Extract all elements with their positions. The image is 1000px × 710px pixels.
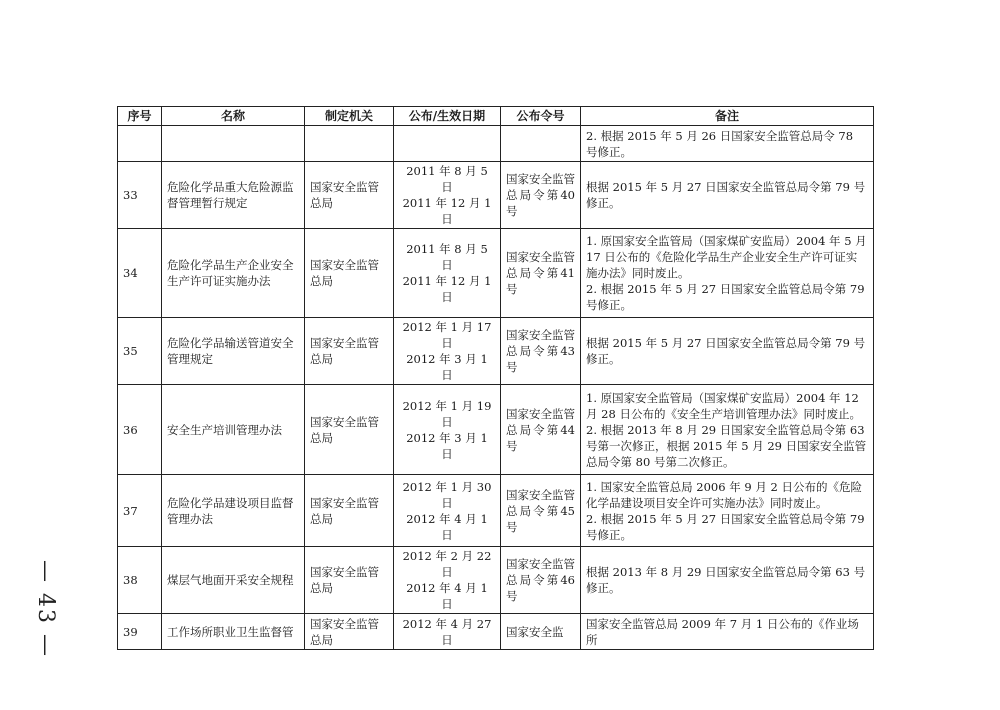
cell-name: 工作场所职业卫生监督管 [162, 614, 305, 650]
cell-name: 危险化学品建设项目监督管理办法 [162, 475, 305, 547]
cell-name: 安全生产培训管理办法 [162, 385, 305, 475]
cell-notes: 根据 2015 年 5 月 27 日国家安全监管总局令第 79 号修正。 [581, 162, 874, 229]
table-row [118, 385, 874, 475]
cell-date: 2012 年 2 月 22 日 2012 年 4 月 1 日 [394, 547, 501, 614]
table-header-row [118, 107, 874, 126]
cell-number: 35 [118, 318, 162, 385]
cell-notes: 根据 2013 年 8 月 29 日国家安全监管总局令第 63 号修正。 [581, 547, 874, 614]
table-row [118, 475, 874, 547]
cell-order [501, 126, 581, 162]
cell-order: 国家安全监管总局令第44号 [501, 385, 581, 475]
cell-name: 危险化学品生产企业安全生产许可证实施办法 [162, 229, 305, 318]
cell-name: 煤层气地面开采安全规程 [162, 547, 305, 614]
cell-number: 38 [118, 547, 162, 614]
cell-order: 国家安全监管总局令第41号 [501, 229, 581, 318]
cell-name: 危险化学品重大危险源监督管理暂行规定 [162, 162, 305, 229]
cell-notes: 2. 根据 2015 年 5 月 26 日国家安全监管总局令 78 号修正。 [581, 126, 874, 162]
cell-authority: 国家安全监管总局 [305, 614, 394, 650]
header-date: 公布/生效日期 [394, 107, 501, 126]
cell-number: 34 [118, 229, 162, 318]
cell-name [162, 126, 305, 162]
cell-date: 2011 年 8 月 5 日 2011 年 12 月 1 日 [394, 229, 501, 318]
cell-authority: 国家安全监管总局 [305, 385, 394, 475]
header-name: 名称 [162, 107, 305, 126]
cell-authority: 国家安全监管总局 [305, 162, 394, 229]
cell-number: 36 [118, 385, 162, 475]
cell-notes: 1. 原国家安全监管局（国家煤矿安监局）2004 年 5 月 17 日公布的《危险化学品生产企业安全生产许可证实施办法》同时废止。 2. 根据 2015 年 5 月 27 日国家安全监管总局令第 79 号修正。 [581, 229, 874, 318]
cell-number: 39 [118, 614, 162, 650]
cell-number [118, 126, 162, 162]
cell-notes: 国家安全监管总局 2009 年 7 月 1 日公布的《作业场所 [581, 614, 874, 650]
header-order: 公布令号 [501, 107, 581, 126]
cell-authority: 国家安全监管总局 [305, 547, 394, 614]
table-row [118, 547, 874, 614]
cell-date: 2012 年 1 月 17 日 2012 年 3 月 1 日 [394, 318, 501, 385]
cell-number: 33 [118, 162, 162, 229]
cell-date: 2011 年 8 月 5 日 2011 年 12 月 1 日 [394, 162, 501, 229]
table-row [118, 229, 874, 318]
header-number: 序号 [118, 107, 162, 126]
cell-order: 国家安全监管总局令第45号 [501, 475, 581, 547]
cell-name: 危险化学品输送管道安全管理规定 [162, 318, 305, 385]
cell-order: 国家安全监管总局令第43号 [501, 318, 581, 385]
header-notes: 备注 [581, 107, 874, 126]
cell-date: 2012 年 1 月 30 日 2012 年 4 月 1 日 [394, 475, 501, 547]
cell-date [394, 126, 501, 162]
header-authority: 制定机关 [305, 107, 394, 126]
cell-authority: 国家安全监管总局 [305, 229, 394, 318]
cell-authority [305, 126, 394, 162]
table-row [118, 318, 874, 385]
page-number: — 43 — [33, 560, 58, 658]
cell-authority: 国家安全监管总局 [305, 318, 394, 385]
cell-notes: 1. 国家安全监管总局 2006 年 9 月 2 日公布的《危险化学品建设项目安全许可实施办法》同时废止。 2. 根据 2015 年 5 月 27 日国家安全监管总局令第 79 号修正。 [581, 475, 874, 547]
cell-order: 国家安全监 [501, 614, 581, 650]
cell-date: 2012 年 4 月 27 日 [394, 614, 501, 650]
cell-authority: 国家安全监管总局 [305, 475, 394, 547]
cell-notes: 根据 2015 年 5 月 27 日国家安全监管总局令第 79 号修正。 [581, 318, 874, 385]
cell-number: 37 [118, 475, 162, 547]
cell-order: 国家安全监管总局令第40号 [501, 162, 581, 229]
table-row [118, 126, 874, 162]
cell-notes: 1. 原国家安全监管局（国家煤矿安监局）2004 年 12 月 28 日公布的《安全生产培训管理办法》同时废止。 2. 根据 2013 年 8 月 29 日国家安全监管总局令第 63 号第一次修正，根据 2015 年 5 月 29 日国家安全监管总局令第 80 号第二次修正。 [581, 385, 874, 475]
cell-date: 2012 年 1 月 19 日 2012 年 3 月 1 日 [394, 385, 501, 475]
regulations-table [117, 106, 874, 650]
table-row [118, 162, 874, 229]
cell-order: 国家安全监管总局令第46号 [501, 547, 581, 614]
table-row [118, 614, 874, 650]
